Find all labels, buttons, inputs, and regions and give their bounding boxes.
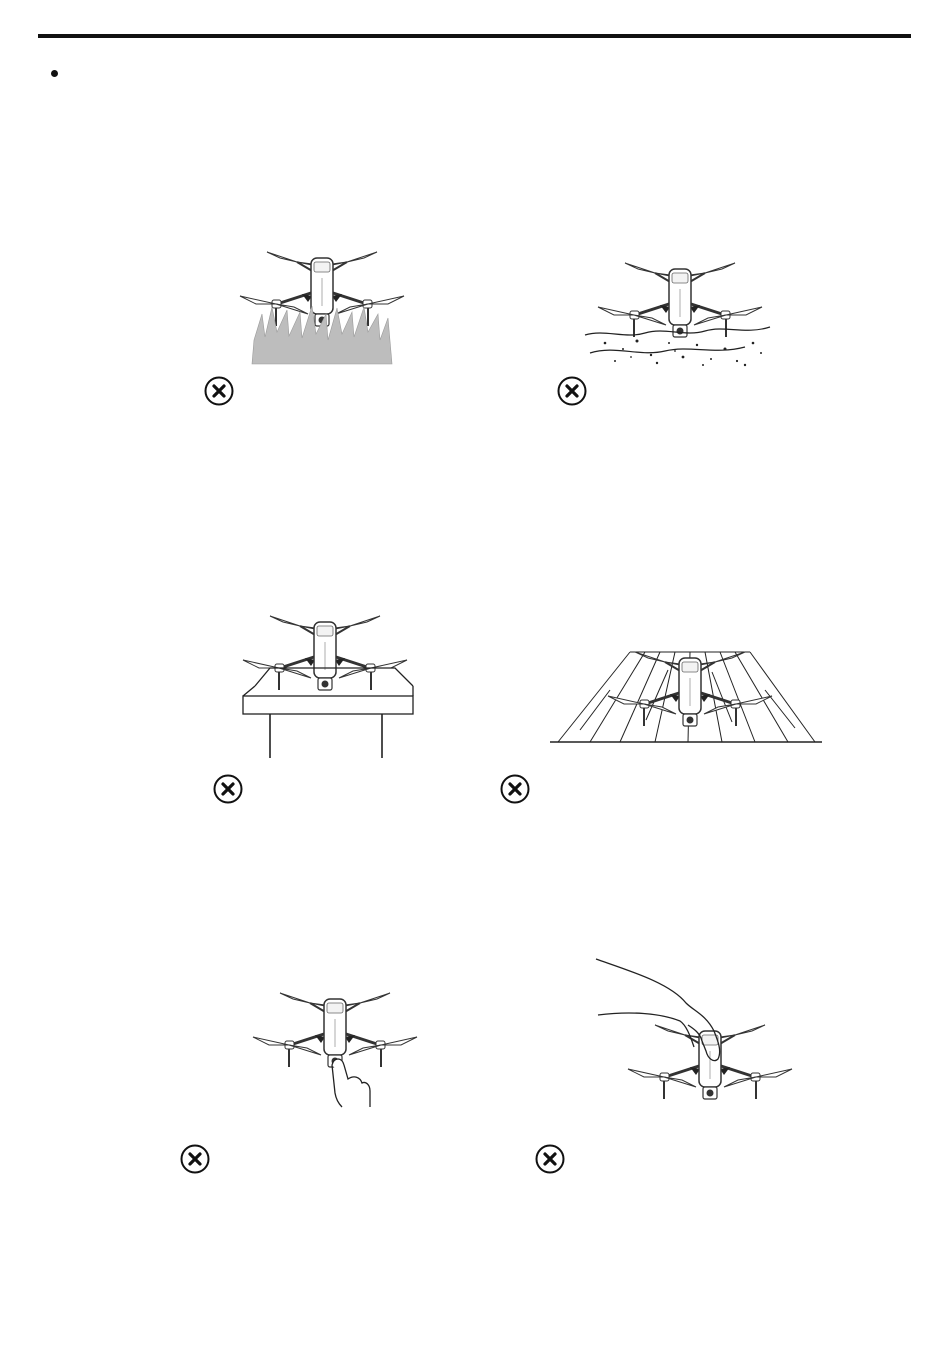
table-top bbox=[243, 696, 413, 714]
drone-on-moving-surface-illustration bbox=[550, 650, 825, 746]
bullet-point bbox=[51, 70, 58, 77]
finger-shape bbox=[332, 1059, 370, 1107]
gravel-dots bbox=[604, 340, 762, 367]
x-circle-icon bbox=[180, 1144, 210, 1174]
drone-in-grass-illustration bbox=[232, 252, 412, 364]
x-circle-icon bbox=[213, 774, 243, 804]
drone-on-table-illustration bbox=[230, 618, 420, 760]
x-circle-icon bbox=[557, 376, 587, 406]
drone-on-sand-illustration bbox=[585, 265, 775, 370]
x-circle-icon bbox=[535, 1144, 565, 1174]
x-circle-icon bbox=[204, 376, 234, 406]
drone-finger-touch-illustration bbox=[240, 995, 430, 1110]
drone-hand-grab-illustration bbox=[590, 955, 805, 1115]
top-rule bbox=[38, 34, 911, 38]
x-circle-icon bbox=[500, 774, 530, 804]
